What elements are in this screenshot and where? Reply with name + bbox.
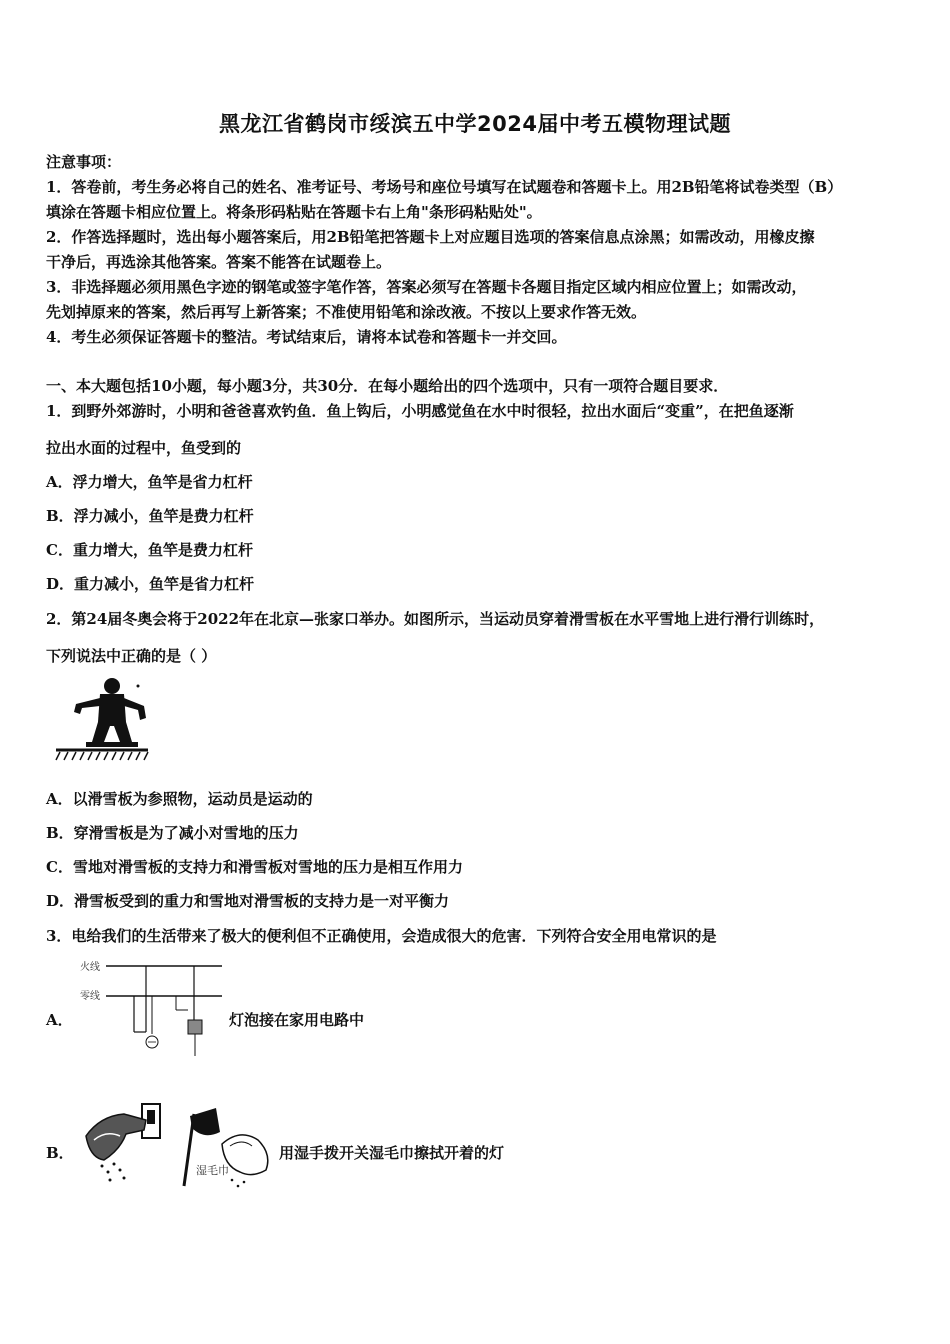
question-1-option-d: D．重力减小，鱼竿是省力杠杆	[46, 575, 255, 593]
notice-line: 填涂在答题卡相应位置上。将条形码粘贴在答题卡右上角"条形码粘贴处"。	[46, 203, 542, 221]
notice-line: 2．作答选择题时，选出每小题答案后，用2B铅笔把答题卡上对应题目选项的答案信息点涂黑；如需改动，用橡皮擦	[46, 228, 815, 246]
question-3-stem: 3．电给我们的生活带来了极大的便利但不正确使用，会造成很大的危害．下列符合安全用电常识的是	[46, 927, 717, 945]
notice-line: 4．考生必须保证答题卡的整洁。考试结束后，请将本试卷和答题卡一并交回。	[46, 328, 567, 346]
section-heading: 一、本大题包括10小题，每小题3分，共30分．在每小题给出的四个选项中，只有一项符合题目要求．	[46, 377, 729, 395]
question-3-option-b-letter: B．	[46, 1144, 74, 1162]
question-1-option-c: C．重力增大，鱼竿是费力杠杆	[46, 541, 253, 559]
neutral-wire-label: 零线	[80, 991, 100, 1002]
question-2-stem: 下列说法中正确的是（ ）	[46, 647, 217, 665]
question-3-option-a-letter: A．	[46, 1011, 73, 1029]
wet-hands-figure	[80, 1100, 276, 1194]
notice-line: 干净后，再选涂其他答案。答案不能答在试题卷上。	[46, 253, 392, 271]
live-wire-label: 火线	[80, 962, 100, 973]
question-2-option-d: D．滑雪板受到的重力和雪地对滑雪板的支持力是一对平衡力	[46, 892, 450, 910]
snowboarder-figure	[52, 676, 162, 762]
towel-label: 湿毛巾	[196, 1164, 229, 1177]
page-title: 黑龙江省鹤岗市绥滨五中学2024届中考五模物理试题	[219, 112, 731, 136]
question-2-stem: 2．第24届冬奥会将于2022年在北京—张家口举办。如图所示，当运动员穿着滑雪板在水平雪地上进行滑行训练时，	[46, 610, 825, 628]
question-1-stem: 1．到野外郊游时，小明和爸爸喜欢钓鱼．鱼上钩后，小明感觉鱼在水中时很轻，拉出水面后“变重”，在把鱼逐渐	[46, 402, 794, 420]
notice-line: 1．答卷前，考生务必将自己的姓名、准考证号、考场号和座位号填写在试题卷和答题卡上。用2B铅笔将试卷类型（B）	[46, 178, 843, 196]
circuit-figure	[76, 956, 226, 1062]
question-3-option-a-text: 灯泡接在家用电路中	[229, 1011, 365, 1029]
question-1-stem: 拉出水面的过程中，鱼受到的	[46, 439, 242, 457]
question-1-option-a: A．浮力增大，鱼竿是省力杠杆	[46, 473, 253, 491]
notice-line: 先划掉原来的答案，然后再写上新答案；不准使用铅笔和涂改液。不按以上要求作答无效。	[46, 303, 647, 321]
question-2-option-a: A．以滑雪板为参照物，运动员是运动的	[46, 790, 313, 808]
question-2-option-b: B．穿滑雪板是为了减小对雪地的压力	[46, 824, 299, 842]
question-2-option-c: C．雪地对滑雪板的支持力和滑雪板对雪地的压力是相互作用力	[46, 858, 463, 876]
notice-line: 3．非选择题必须用黑色字迹的钢笔或签字笔作答，答案必须写在答题卡各题目指定区域内相应位置上；如需改动，	[46, 278, 807, 296]
notice-heading: 注意事项：	[46, 153, 122, 171]
question-3-option-b-text: 用湿手拨开关湿毛巾擦拭开着的灯	[279, 1144, 505, 1162]
question-1-option-b: B．浮力减小，鱼竿是费力杠杆	[46, 507, 254, 525]
